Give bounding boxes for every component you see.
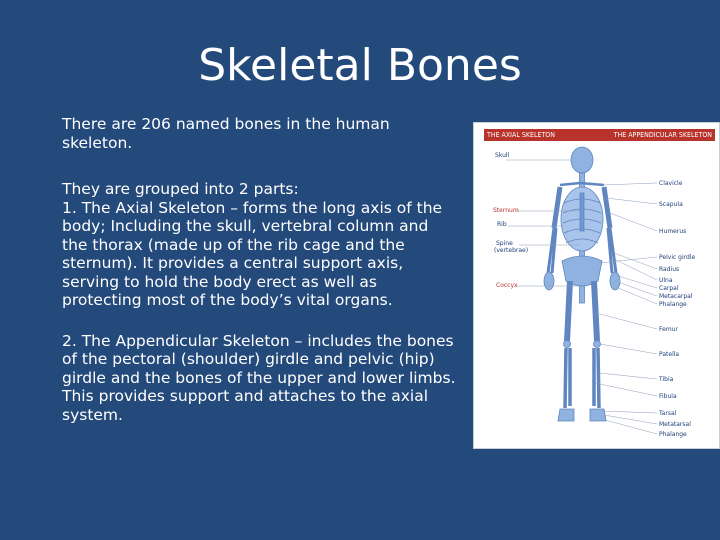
forearm-right <box>608 228 616 273</box>
label-spine: Spine <box>496 240 513 247</box>
patella-right <box>594 341 601 348</box>
header-appendicular: THE APPENDICULAR SKELETON <box>613 131 712 139</box>
header-axial: THE AXIAL SKELETON <box>487 131 555 139</box>
femur-right <box>594 281 597 341</box>
foot-right <box>590 409 606 421</box>
tibia-left <box>565 348 570 408</box>
foot-left <box>558 409 574 421</box>
label-metacarpal: Metacarpal <box>659 293 693 300</box>
right-leader-lines <box>595 183 657 434</box>
label-carpal: Carpal <box>659 285 679 292</box>
tibia-right <box>594 348 599 408</box>
label-humerus: Humerus <box>659 228 687 235</box>
label-patella: Patella <box>659 351 680 358</box>
hand-left <box>544 272 554 290</box>
groups-intro: They are grouped into 2 parts: <box>62 180 299 198</box>
label-radius: Radius <box>659 266 680 273</box>
label-tarsal: Tarsal <box>659 410 677 417</box>
sternum-shape <box>580 193 584 231</box>
label-ulna: Ulna <box>659 277 673 284</box>
label-phalange-hand: Phalange <box>659 301 687 308</box>
label-phalange-foot: Phalange <box>659 431 687 438</box>
slide-body <box>62 115 457 424</box>
label-femur: Femur <box>659 326 678 333</box>
label-rib: Rib <box>497 221 507 228</box>
skeleton-figure <box>473 122 720 449</box>
forearm-left <box>548 228 556 273</box>
label-metatarsal: Metatarsal <box>659 421 691 428</box>
label-sternum: Sternum <box>493 207 519 214</box>
label-vertebrae: (vertebrae) <box>494 247 529 254</box>
label-coccyx: Coccyx <box>496 282 518 289</box>
label-tibia: Tibia <box>659 376 674 383</box>
groups-paragraph <box>62 180 457 310</box>
label-pelvic-girdle: Pelvic girdle <box>659 254 696 261</box>
femur-left <box>567 281 570 341</box>
skull-shape <box>571 147 593 173</box>
patella-left <box>564 341 571 348</box>
slide-title: Skeletal Bones <box>198 40 522 91</box>
label-fibula: Fibula <box>659 393 677 400</box>
label-skull: Skull <box>495 152 510 159</box>
axial-description: 1. The Axial Skeleton – forms the long axis of the body; Including the skull, vertebral column and the thorax (made up of the rib cage and the sternum). It provides a central support axis, serving to hold the body erect as well as protecting most of the body’s vital organs. <box>62 198 443 309</box>
appendicular-description: 2. The Appendicular Skeleton – includes the bones of the pectoral (shoulder) girdle and pelvic (hip) girdle and the bones of the upper and lower limbs. This provides support and attaches to the axial system. <box>62 331 456 424</box>
label-clavicle: Clavicle <box>659 180 683 187</box>
label-scapula: Scapula <box>659 201 683 208</box>
humerus-right <box>604 187 610 228</box>
humerus-left <box>554 187 560 228</box>
intro-paragraph: There are 206 named bones in the human skeleton. <box>62 115 390 152</box>
